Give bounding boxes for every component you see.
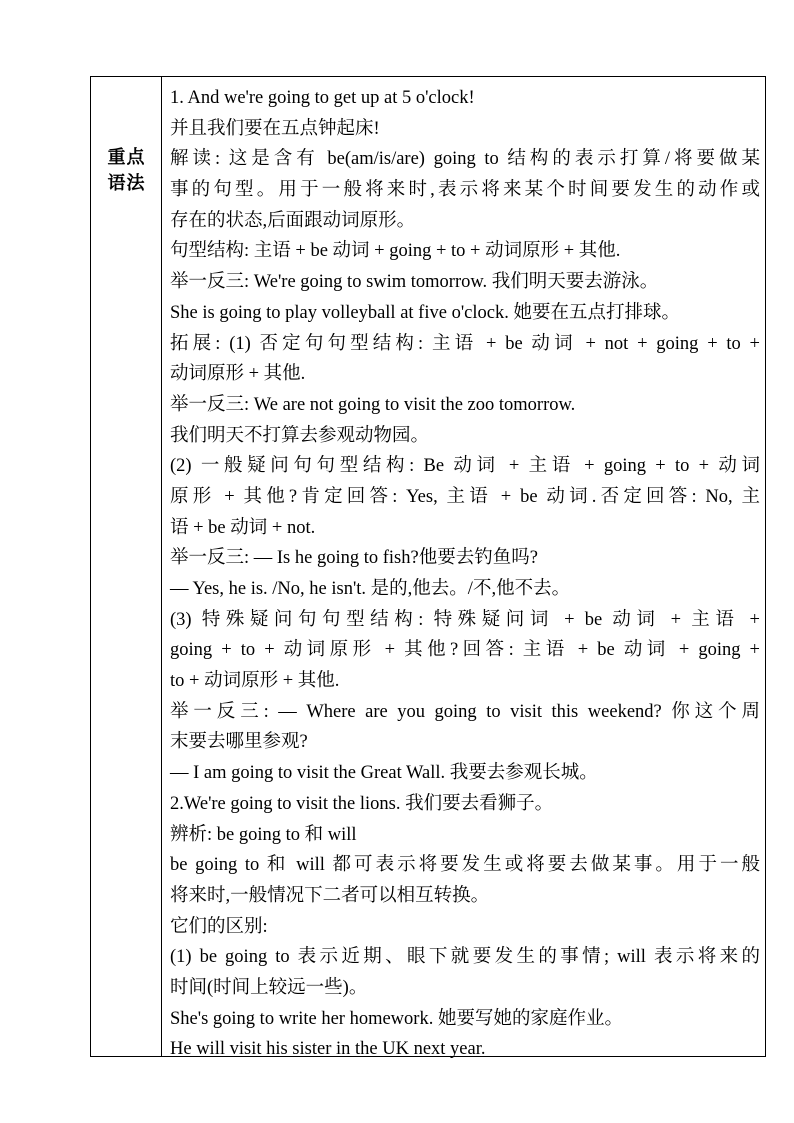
section-label-line-2: 语法: [107, 173, 146, 194]
text-line: 解读: 这是含有 be(am/is/are) going to 结构的表示打算/将要做某: [170, 149, 760, 170]
text-line: 将来时,一般情况下二者可以相互转换。: [170, 885, 490, 906]
text-line: 1. And we're going to get up at 5 o'clock!: [170, 88, 475, 108]
text-line: She's going to write her homework. 她要写她的家庭作业。: [170, 1008, 623, 1029]
text-line: 并且我们要在五点钟起床!: [170, 118, 380, 139]
text-line: 末要去哪里参观?: [170, 732, 308, 753]
label-cell: [91, 77, 162, 1056]
text-line: 举一反三: — Where are you going to visit this weekend? 你这个周: [170, 701, 760, 722]
text-line: 句型结构: 主语 + be 动词 + going + to + 动词原形 + 其他.: [170, 241, 621, 262]
text-line: 事的句型。用于一般将来时,表示将来某个时间要发生的动作或: [170, 180, 760, 201]
text-line: 我们明天不打算去参观动物园。: [170, 425, 430, 446]
text-line: 原形 + 其他?肯定回答: Yes, 主语 + be 动词.否定回答: No, 主: [170, 486, 760, 507]
text-line: 举一反三: We are not going to visit the zoo tomorrow.: [170, 394, 576, 415]
text-line: — Yes, he is. /No, he isn't. 是的,他去。/不,他不去。: [170, 579, 571, 599]
text-line: 举一反三: — Is he going to fish?他要去钓鱼吗?: [170, 548, 538, 569]
text-line: going + to + 动词原形 + 其他?回答: 主语 + be 动词 + going +: [170, 640, 760, 661]
text-line: (1) be going to 表示近期、眼下就要发生的事情; will 表示将来的: [170, 947, 760, 968]
text-line: 2.We're going to visit the lions. 我们要去看狮子。: [170, 793, 554, 814]
text-line: (2) 一般疑问句句型结构: Be 动词 + 主语 + going + to + 动词: [170, 456, 760, 477]
text-line: 举一反三: We're going to swim tomorrow. 我们明天要去游泳。: [170, 272, 659, 293]
text-line: 动词原形 + 其他.: [170, 364, 306, 385]
text-line: (3) 特殊疑问句句型结构: 特殊疑问词 + be 动词 + 主语 +: [170, 609, 760, 630]
text-line: to + 动词原形 + 其他.: [170, 671, 340, 692]
text-line: He will visit his sister in the UK next year.: [170, 1039, 486, 1060]
text-line: 它们的区别:: [170, 916, 268, 937]
text-line: 拓展: (1) 否定句句型结构: 主语 + be 动词 + not + going + to +: [170, 333, 760, 354]
section-label-line-1: 重点: [107, 147, 146, 168]
grammar-table: [90, 76, 766, 1060]
section-label: [91, 145, 162, 197]
text-line: — I am going to visit the Great Wall. 我要去参观长城。: [170, 763, 598, 784]
text-line: 存在的状态,后面跟动词原形。: [170, 210, 416, 231]
text-line: She is going to play volleyball at five o'clock. 她要在五点打排球。: [170, 302, 680, 323]
text-line: 时间(时间上较远一些)。: [170, 977, 368, 998]
text-line: 语 + be 动词 + not.: [170, 517, 316, 538]
content-lines: [170, 83, 760, 1065]
text-line: 辨析: be going to 和 will: [170, 824, 357, 845]
content-cell: [162, 77, 766, 1060]
text-line: be going to 和 will 都可表示将要发生或将要去做某事。用于一般: [170, 855, 760, 876]
